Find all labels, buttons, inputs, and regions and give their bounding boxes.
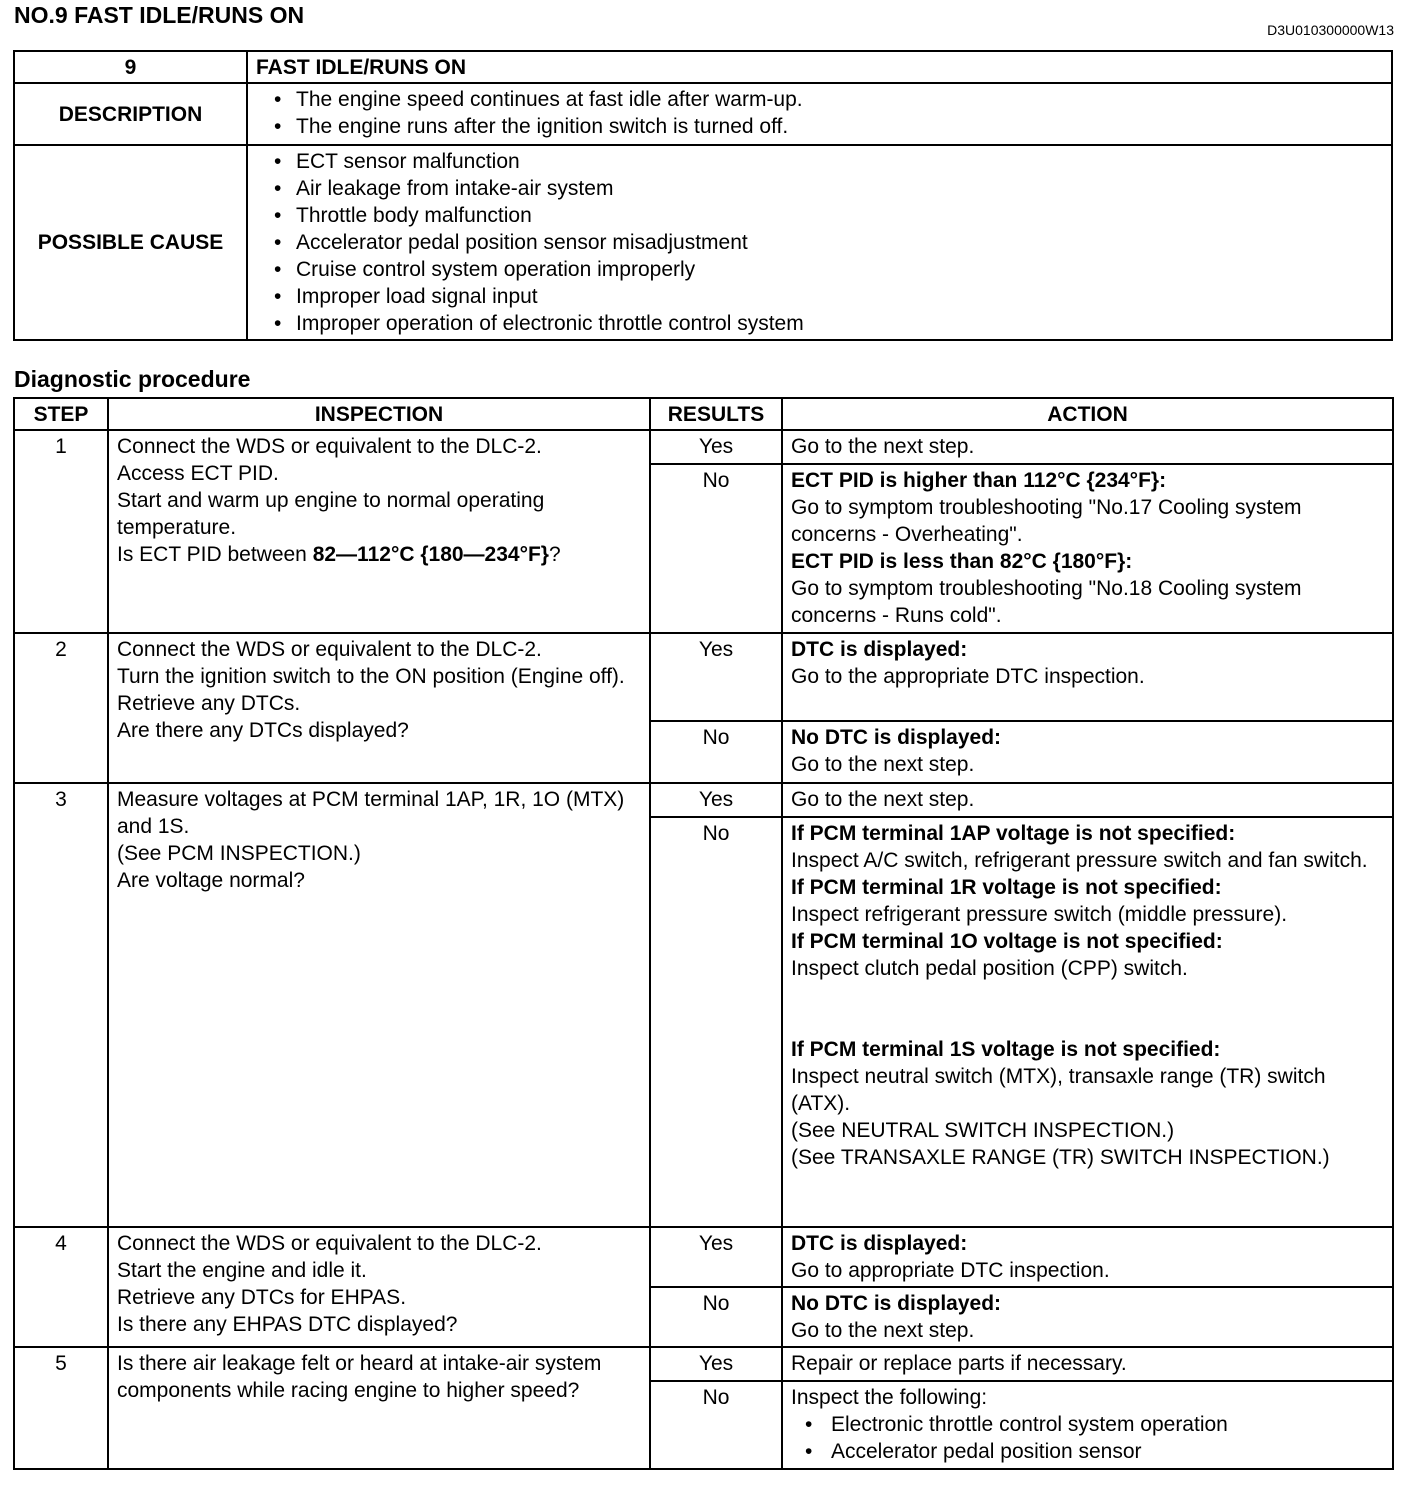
step-inspection: Connect the WDS or equivalent to the DLC-2. Access ECT PID. Start and warm up engine to normal operating temperature. Is ECT PID between 82—112°C {180—234°F}? — [108, 430, 650, 633]
inspection-list-item: • Accelerator pedal position sensor — [801, 1438, 1384, 1465]
step-number: 2 — [14, 633, 108, 783]
description-list — [256, 86, 1383, 140]
result-yes: Yes — [650, 1227, 782, 1287]
result-no: No — [650, 464, 782, 633]
symptom-number: 9 — [14, 51, 247, 83]
action-no: No DTC is displayed: Go to the next step. — [782, 721, 1393, 783]
result-no: No — [650, 817, 782, 1227]
action-yes: DTC is displayed: Go to the appropriate DTC inspection. — [782, 633, 1393, 721]
step-inspection: Connect the WDS or equivalent to the DLC-2. Start the engine and idle it. Retrieve any DTCs for EHPAS. Is there any EHPAS DTC displayed? — [108, 1227, 650, 1347]
document-code: D3U010300000W13 — [1267, 22, 1394, 38]
cause-item: • Air leakage from intake-air system — [274, 175, 1383, 202]
result-yes: Yes — [650, 633, 782, 721]
inspection-list-item: • Electronic throttle control system operation — [801, 1411, 1384, 1438]
result-no: No — [650, 1381, 782, 1469]
action-yes: Go to the next step. — [782, 430, 1393, 464]
see-tr-switch-link[interactable]: (See TRANSAXLE RANGE (TR) SWITCH INSPECTION.) — [791, 1146, 1330, 1169]
action-yes: DTC is displayed: Go to appropriate DTC inspection. — [782, 1227, 1393, 1287]
step-inspection: Is there air leakage felt or heard at intake-air system components while racing engine to higher speed? — [108, 1347, 650, 1469]
cause-item: • Accelerator pedal position sensor misadjustment — [274, 229, 1383, 256]
symptom-summary-table — [13, 50, 1393, 341]
step-number: 1 — [14, 430, 108, 633]
step-number: 3 — [14, 783, 108, 1227]
result-no: No — [650, 721, 782, 783]
description-item: • The engine runs after the ignition switch is turned off. — [274, 113, 1383, 140]
result-yes: Yes — [650, 1347, 782, 1381]
step-inspection: Measure voltages at PCM terminal 1AP, 1R, 1O (MTX) and 1S. (See PCM INSPECTION.) Are voltage normal? — [108, 783, 650, 1227]
result-yes: Yes — [650, 783, 782, 817]
cause-item: • ECT sensor malfunction — [274, 148, 1383, 175]
page-title: NO.9 FAST IDLE/RUNS ON — [14, 2, 305, 28]
action-yes: Go to the next step. — [782, 783, 1393, 817]
cause-list — [256, 148, 1383, 337]
description-label: DESCRIPTION — [14, 83, 247, 145]
step-number: 5 — [14, 1347, 108, 1469]
header-action: ACTION — [782, 398, 1393, 430]
cause-item: • Throttle body malfunction — [274, 202, 1383, 229]
step-question: Is ECT PID between 82—112°C {180—234°F}? — [117, 543, 561, 566]
cause-item: • Cruise control system operation improperly — [274, 256, 1383, 283]
step-inspection: Connect the WDS or equivalent to the DLC-2. Turn the ignition switch to the ON position (Engine off). Retrieve any DTCs. Are there any DTCs displayed? — [108, 633, 650, 783]
action-yes: Repair or replace parts if necessary. — [782, 1347, 1393, 1381]
cause-item: • Improper load signal input — [274, 283, 1383, 310]
action-no: No DTC is displayed: Go to the next step. — [782, 1287, 1393, 1347]
header-step: STEP — [14, 398, 108, 430]
cause-item: • Improper operation of electronic throttle control system — [274, 310, 1383, 337]
action-no: If PCM terminal 1AP voltage is not specified: Inspect A/C switch, refrigerant pressure switch and fan switch. If PCM terminal 1R voltage is not specified: Inspect refrigerant pressure switch (middle pressure). If PCM terminal 1O voltage is not specified: Inspect clutch pedal position (CPP) switch. If PCM terminal 1S voltage is not specified: Inspect neutral switch (MTX), transaxle range (TR) switch (ATX). (See NEUTRAL SWITCH INSPECTION.) (See TRANSAXLE RANGE (TR) SWITCH INSPECTION.) — [782, 817, 1393, 1227]
header-inspection: INSPECTION — [108, 398, 650, 430]
step-number: 4 — [14, 1227, 108, 1347]
action-no: Inspect the following: • Electronic throttle control system operation • Accelerator pedal position sensor — [782, 1381, 1393, 1469]
symptom-name: FAST IDLE/RUNS ON — [247, 51, 1392, 83]
result-yes: Yes — [650, 430, 782, 464]
section-title: Diagnostic procedure — [14, 366, 251, 392]
inspection-list — [791, 1411, 1384, 1465]
description-item: • The engine speed continues at fast idle after warm-up. — [274, 86, 1383, 113]
result-no: No — [650, 1287, 782, 1347]
see-neutral-switch-link[interactable]: (See NEUTRAL SWITCH INSPECTION.) — [791, 1119, 1175, 1142]
action-no: ECT PID is higher than 112°C {234°F}: Go to symptom troubleshooting "No.17 Cooling system concerns - Overheating". ECT PID is less than 82°C {180°F}: Go to symptom troubleshooting "No.18 Cooling system concerns - Runs cold". — [782, 464, 1393, 633]
diagnostic-procedure-table — [13, 397, 1394, 1470]
header-results: RESULTS — [650, 398, 782, 430]
possible-cause-label: POSSIBLE CAUSE — [14, 145, 247, 340]
